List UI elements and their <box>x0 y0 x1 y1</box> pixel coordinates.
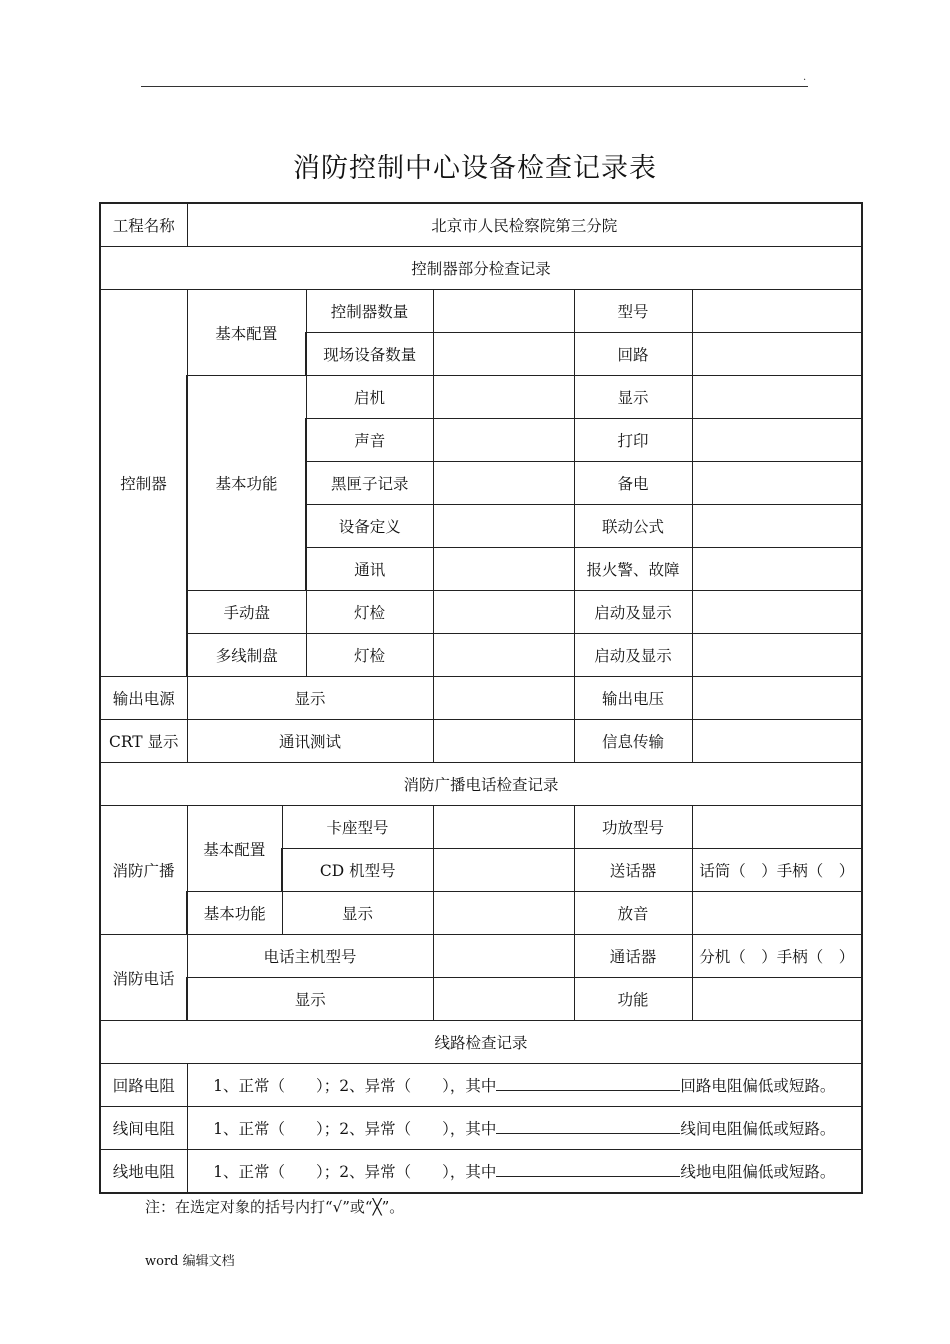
item-label: 功放型号 <box>574 806 692 849</box>
value-cell[interactable] <box>692 290 862 333</box>
item-label: 打印 <box>574 419 692 462</box>
fill-blank[interactable] <box>496 1119 680 1134</box>
value-cell[interactable] <box>433 505 574 548</box>
fill-blank[interactable] <box>496 1076 680 1091</box>
project-label: 工程名称 <box>100 203 187 247</box>
table-row <box>100 376 862 419</box>
item-label: 显示 <box>187 978 433 1021</box>
table-row <box>100 806 862 849</box>
value-cell[interactable] <box>433 892 574 935</box>
project-value: 北京市人民检察院第三分院 <box>187 203 862 247</box>
table-row <box>100 1064 862 1107</box>
value-cell[interactable] <box>433 419 574 462</box>
item-label: 灯检 <box>306 634 433 677</box>
value-cell[interactable] <box>433 462 574 505</box>
basic-function-label: 基本功能 <box>187 376 306 591</box>
broadcast-group-label: 消防广播 <box>100 806 187 935</box>
item-label: 电话主机型号 <box>187 935 433 978</box>
line-row-content[interactable] <box>187 1064 862 1107</box>
value-cell[interactable] <box>433 935 574 978</box>
section-heading-row <box>100 763 862 806</box>
page-title: 消防控制中心设备检查记录表 <box>293 153 657 184</box>
item-label: 声音 <box>306 419 433 462</box>
manual-panel-label: 手动盘 <box>187 591 306 634</box>
item-label: 启动及显示 <box>574 634 692 677</box>
value-cell[interactable] <box>433 978 574 1021</box>
value-cell[interactable] <box>692 462 862 505</box>
item-label: 联动公式 <box>574 505 692 548</box>
fill-blank[interactable] <box>496 1162 680 1177</box>
broadcast-basic-config-label: 基本配置 <box>187 806 282 892</box>
line-row-label: 回路电阻 <box>100 1064 187 1107</box>
item-label: 通讯测试 <box>187 720 433 763</box>
item-label: 显示 <box>187 677 433 720</box>
table-row <box>100 677 862 720</box>
value-cell[interactable] <box>433 677 574 720</box>
line-row-label: 线间电阻 <box>100 1107 187 1150</box>
line-prefix: 1、正常（ ）；2、异常（ ），其中 <box>213 1077 497 1095</box>
item-label: 显示 <box>574 376 692 419</box>
line-row-content[interactable] <box>187 1107 862 1150</box>
item-label: 灯检 <box>306 591 433 634</box>
value-cell[interactable] <box>433 376 574 419</box>
item-label: 放音 <box>574 892 692 935</box>
value-cell[interactable] <box>692 505 862 548</box>
value-cell[interactable] <box>433 806 574 849</box>
line-section-heading: 线路检查记录 <box>100 1021 862 1064</box>
broadcast-basic-function-label: 基本功能 <box>187 892 282 935</box>
line-prefix: 1、正常（ ）；2、异常（ ），其中 <box>213 1120 497 1138</box>
note: 注：在选定对象的括号内打“√”或“╳”。 <box>145 1198 405 1216</box>
value-cell[interactable] <box>692 333 862 376</box>
item-label: 通话器 <box>574 935 692 978</box>
multiline-panel-label: 多线制盘 <box>187 634 306 677</box>
item-label: 型号 <box>574 290 692 333</box>
item-label: 显示 <box>282 892 433 935</box>
item-label: 卡座型号 <box>282 806 433 849</box>
section-heading-row <box>100 1021 862 1064</box>
item-label: 回路 <box>574 333 692 376</box>
broadcast-section-heading: 消防广播电话检查记录 <box>100 763 862 806</box>
item-label: 通讯 <box>306 548 433 591</box>
phone-group-label: 消防电话 <box>100 935 187 1021</box>
table-row <box>100 591 862 634</box>
value-cell[interactable] <box>433 634 574 677</box>
table-row <box>100 1150 862 1194</box>
line-row-label: 线地电阻 <box>100 1150 187 1194</box>
item-label: 送话器 <box>574 849 692 892</box>
value-cell[interactable] <box>692 677 862 720</box>
item-label: 功能 <box>574 978 692 1021</box>
value-cell[interactable] <box>692 978 862 1021</box>
project-row <box>100 203 862 247</box>
crt-label: CRT 显示 <box>100 720 187 763</box>
footer: word 编辑文档 <box>145 1254 235 1269</box>
value-cell[interactable] <box>433 333 574 376</box>
line-prefix: 1、正常（ ）；2、异常（ ），其中 <box>213 1163 497 1181</box>
table-row <box>100 978 862 1021</box>
value-cell[interactable] <box>692 634 862 677</box>
value-cell[interactable] <box>433 591 574 634</box>
value-cell[interactable] <box>433 720 574 763</box>
value-cell[interactable] <box>433 290 574 333</box>
table-row <box>100 720 862 763</box>
value-cell[interactable] <box>433 548 574 591</box>
inspection-table <box>99 202 863 1194</box>
line-suffix: 线地电阻偏低或短路。 <box>680 1163 836 1181</box>
header-rule <box>141 86 808 87</box>
line-suffix: 回路电阻偏低或短路。 <box>680 1077 836 1095</box>
value-cell[interactable] <box>433 849 574 892</box>
item-label: 输出电压 <box>574 677 692 720</box>
item-label: 信息传输 <box>574 720 692 763</box>
item-label: 黑匣子记录 <box>306 462 433 505</box>
item-label: CD 机型号 <box>282 849 433 892</box>
header-dot: . <box>803 72 807 83</box>
controller-section-heading: 控制器部分检查记录 <box>100 247 862 290</box>
output-power-label: 输出电源 <box>100 677 187 720</box>
table-row <box>100 1107 862 1150</box>
sender-options[interactable]: 话筒（ ）手柄（ ） <box>692 849 862 892</box>
value-cell[interactable] <box>692 548 862 591</box>
item-label: 设备定义 <box>306 505 433 548</box>
value-cell[interactable] <box>692 591 862 634</box>
item-label: 启动及显示 <box>574 591 692 634</box>
line-row-content[interactable] <box>187 1150 862 1194</box>
item-label: 备电 <box>574 462 692 505</box>
basic-config-label: 基本配置 <box>187 290 306 376</box>
talker-options[interactable]: 分机（ ）手柄（ ） <box>692 935 862 978</box>
line-suffix: 线间电阻偏低或短路。 <box>680 1120 836 1138</box>
value-cell[interactable] <box>692 806 862 849</box>
item-label: 启机 <box>306 376 433 419</box>
item-label: 现场设备数量 <box>306 333 433 376</box>
value-cell[interactable] <box>692 419 862 462</box>
table-row <box>100 935 862 978</box>
value-cell[interactable] <box>692 720 862 763</box>
table-row <box>100 290 862 333</box>
controller-group-label: 控制器 <box>100 290 187 677</box>
section-heading-row <box>100 247 862 290</box>
table-row <box>100 634 862 677</box>
table-row <box>100 892 862 935</box>
value-cell[interactable] <box>692 376 862 419</box>
value-cell[interactable] <box>692 892 862 935</box>
item-label: 控制器数量 <box>306 290 433 333</box>
item-label: 报火警、故障 <box>574 548 692 591</box>
